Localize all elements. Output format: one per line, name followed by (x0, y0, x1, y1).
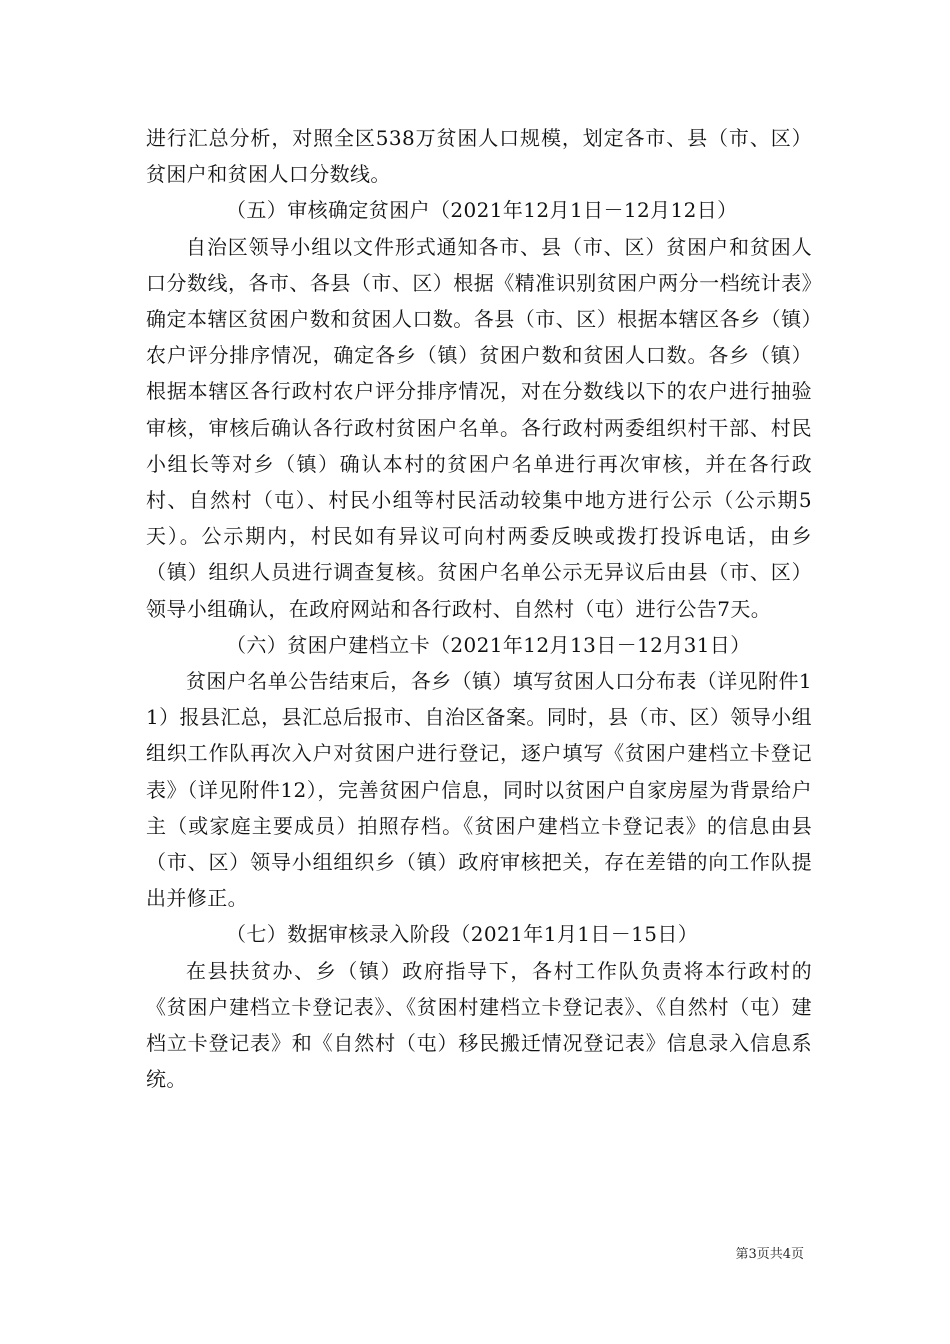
paragraph-section-5: 自治区领导小组以文件形式通知各市、县（市、区）贫困户和贫困人口分数线，各市、各县（市、区）根据《精准识别贫困户两分一档统计表》确定本辖区贫困户数和贫困人口数。各县（市、区）根据本辖区各乡（镇）农户评分排序情况，确定各乡（镇）贫困户数和贫困人口数。各乡（镇）根据本辖区各行政村农户评分排序情况，对在分数线以下的农户进行抽验审核，审核后确认各行政村贫困户名单。各行政村两委组织村干部、村民小组长等对乡（镇）确认本村的贫困户名单进行再次审核，并在各行政村、自然村（屯）、村民小组等村民活动较集中地方进行公示（公示期5天）。公示期内，村民如有异议可向村两委反映或拨打投诉电话，由乡（镇）组织人员进行调查复核。贫困户名单公示无异议后由县（市、区）领导小组确认，在政府网站和各行政村、自然村（屯）进行公告7天。 (146, 234, 812, 621)
paragraph-section-7: 在县扶贫办、乡（镇）政府指导下，各村工作队负责将本行政村的《贫困户建档立卡登记表》、《贫困村建档立卡登记表》、《自然村（屯）建档立卡登记表》和《自然村（屯）移民搬迁情况登记表》信息录入信息系统。 (146, 958, 812, 1092)
section-heading-6: （六）贫困户建档立卡（2021年12月13日－12月31日） (226, 632, 751, 657)
page-number: 第3页共4页 (735, 1247, 804, 1262)
paragraph-section-6: 贫困户名单公告结束后，各乡（镇）填写贫困人口分布表（详见附件11）报县汇总，县汇总后报市、自治区备案。同时，县（市、区）领导小组组织工作队再次入户对贫困户进行登记，逐户填写《贫困户建档立卡登记表》（详见附件12），完善贫困户信息，同时以贫困户自家房屋为背景给户主（或家庭主要成员）拍照存档。《贫困户建档立卡登记表》的信息由县（市、区）领导小组组织乡（镇）政府审核把关，存在差错的向工作队提出并修正。 (146, 669, 812, 911)
paragraph-continuation: 进行汇总分析，对照全区538万贫困人口规模，划定各市、县（市、区）贫困户和贫困人口分数线。 (146, 126, 812, 187)
section-heading-5: （五）审核确定贫困户（2021年12月1日－12月12日） (226, 198, 738, 223)
section-heading-7: （七）数据审核录入阶段（2021年1月1日－15日） (226, 922, 699, 947)
document-body (146, 120, 812, 1097)
